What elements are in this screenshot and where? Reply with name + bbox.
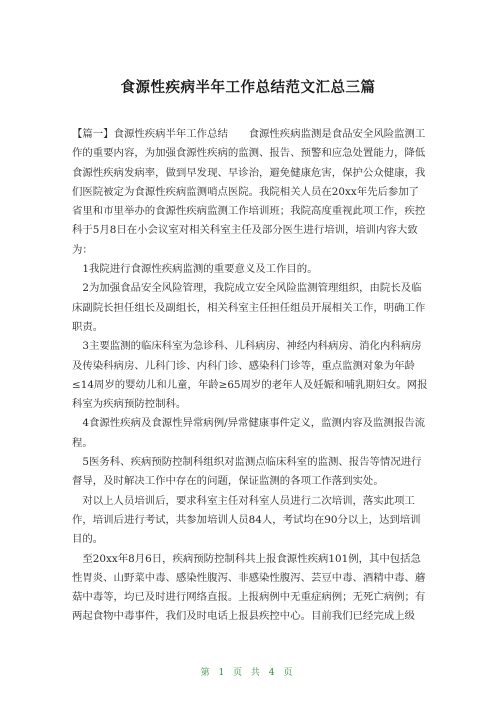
paragraph: 1我院进行食源性疾病监测的重要意义及工作目的。: [82, 263, 318, 276]
page-number-footer: 第 1 页 共 4 页: [200, 668, 296, 678]
paragraph: 4食源性疾病及食源性异常病例/异常健康事件定义，监测内容及监测报告流程。: [72, 417, 425, 449]
document-title: 食源性疾病半年工作总结范文汇总三篇: [120, 80, 376, 96]
paragraph: 【篇一】食源性疾病半年工作总结 食源性疾病监测是食品安全风险监测工作的重要内容，为加强食源性疾病的监测、报告、预警和应急处置能力，降低食源性疾病发病率，做到早发现、早诊治，避免健康危害，保护公众健康，我们医院被定为食源性疾病监测哨点医院。我院相关人员在20xx年先后参加了省里和市里举办的食源性疾病监测工作培训班；我院高度重视此项工作，疾控科于5月8日在小会议室对相关科室主任及部分医生进行培训，培训内容大致为：: [72, 128, 426, 256]
paragraph: 3主要监测的临床科室为急诊科、儿科病房、神经内科病房、消化内科病房及传染科病房、儿科门诊、内科门诊、感染科门诊等，重点监测对象为年龄≤14周岁的婴幼儿和儿童，年龄≥65周岁的老年人及妊娠和哺乳期妇女。网报科室为疾病预防控制科。: [72, 340, 428, 411]
document-body: [72, 125, 428, 627]
paragraph: 2为加强食品安全风险管理，我院成立安全风险监测管理组织，由院长及临床副院长担任组长及副组长，相关科室主任担任组员开展相关工作，明确工作职责。: [72, 282, 426, 333]
paragraph: 5医务科、疾病预防控制科组织对监测点临床科室的监测、报告等情况进行督导，及时解决工作中存在的问题，保证监测的各项工作落到实处。: [72, 456, 422, 488]
paragraph: 对以上人员培训后，要求科室主任对科室人员进行二次培训，落实此项工作，培训后进行考试，共参加培训人员84人，考试均在90分以上，达到培训目的。: [72, 494, 421, 546]
paragraph: 至20xx年8月6日，疾病预防控制科共上报食源性疾病101例，其中包括急性胃炎、山野菜中毒、感染性腹泻、非感染性腹泻、芸豆中毒、酒精中毒、蘑菇中毒等，均已及时进行网络直报。上报病例中无重症病例；无死亡病例；有两起食物中毒事件，我们及时电话上报县疾控中心。目前我们已经完成上级: [72, 552, 426, 623]
